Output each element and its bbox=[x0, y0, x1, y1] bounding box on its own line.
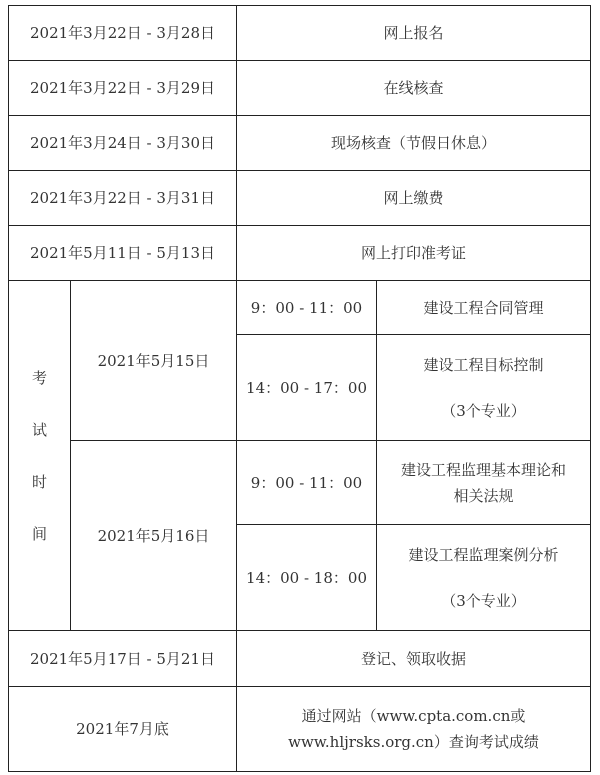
exam-label-char: 间 bbox=[31, 524, 47, 543]
session-subject: 建设工程合同管理 bbox=[377, 281, 591, 335]
session-subject-cell bbox=[377, 525, 591, 631]
session-time: 14：00 - 17：00 bbox=[237, 335, 377, 441]
table-row bbox=[9, 116, 591, 171]
row-date: 2021年3月22日 - 3月28日 bbox=[9, 6, 237, 61]
session-subject: 建设工程目标控制 bbox=[423, 355, 544, 374]
row-date: 2021年5月17日 - 5月21日 bbox=[9, 631, 237, 687]
row-item: 网上缴费 bbox=[237, 171, 591, 226]
row-item: 现场核查（节假日休息） bbox=[237, 116, 591, 171]
row-item-line: 通过网站（www.cpta.com.cn或 bbox=[301, 707, 526, 725]
exam-label-char: 试 bbox=[31, 420, 47, 439]
table-row bbox=[9, 441, 591, 525]
session-subject-line: 相关法规 bbox=[453, 486, 514, 505]
row-date: 2021年5月11日 - 5月13日 bbox=[9, 226, 237, 281]
session-note: （3个专业） bbox=[441, 591, 526, 610]
table-row bbox=[9, 171, 591, 226]
session-subject-cell bbox=[377, 441, 591, 525]
session-subject-cell bbox=[377, 335, 591, 441]
session-subject-line: 建设工程监理基本理论和 bbox=[401, 460, 567, 479]
exam-label-char: 时 bbox=[31, 472, 47, 491]
table-row bbox=[9, 61, 591, 116]
row-item-line: www.hljrsks.org.cn）查询考试成绩 bbox=[288, 733, 539, 751]
session-subject: 建设工程监理案例分析 bbox=[408, 545, 559, 564]
exam-day-date: 2021年5月15日 bbox=[71, 281, 237, 441]
session-time: 9：00 - 11：00 bbox=[237, 281, 377, 335]
row-item: 在线核查 bbox=[237, 61, 591, 116]
table-row bbox=[9, 6, 591, 61]
row-date: 2021年3月24日 - 3月30日 bbox=[9, 116, 237, 171]
session-time: 9：00 - 11：00 bbox=[237, 441, 377, 525]
table-row bbox=[9, 631, 591, 687]
schedule-container bbox=[8, 5, 591, 772]
row-item: 网上报名 bbox=[237, 6, 591, 61]
exam-time-label bbox=[9, 281, 71, 631]
row-date: 2021年3月22日 - 3月31日 bbox=[9, 171, 237, 226]
table-row bbox=[9, 226, 591, 281]
table-row bbox=[9, 687, 591, 772]
exam-schedule-table bbox=[8, 5, 591, 772]
session-note: （3个专业） bbox=[441, 401, 526, 420]
exam-label-char: 考 bbox=[31, 368, 47, 387]
row-item-cell bbox=[237, 687, 591, 772]
row-item: 登记、领取收据 bbox=[237, 631, 591, 687]
row-item: 网上打印准考证 bbox=[237, 226, 591, 281]
table-row bbox=[9, 281, 591, 335]
exam-day-date: 2021年5月16日 bbox=[71, 441, 237, 631]
row-date: 2021年3月22日 - 3月29日 bbox=[9, 61, 237, 116]
row-date: 2021年7月底 bbox=[9, 687, 237, 772]
session-time: 14：00 - 18：00 bbox=[237, 525, 377, 631]
